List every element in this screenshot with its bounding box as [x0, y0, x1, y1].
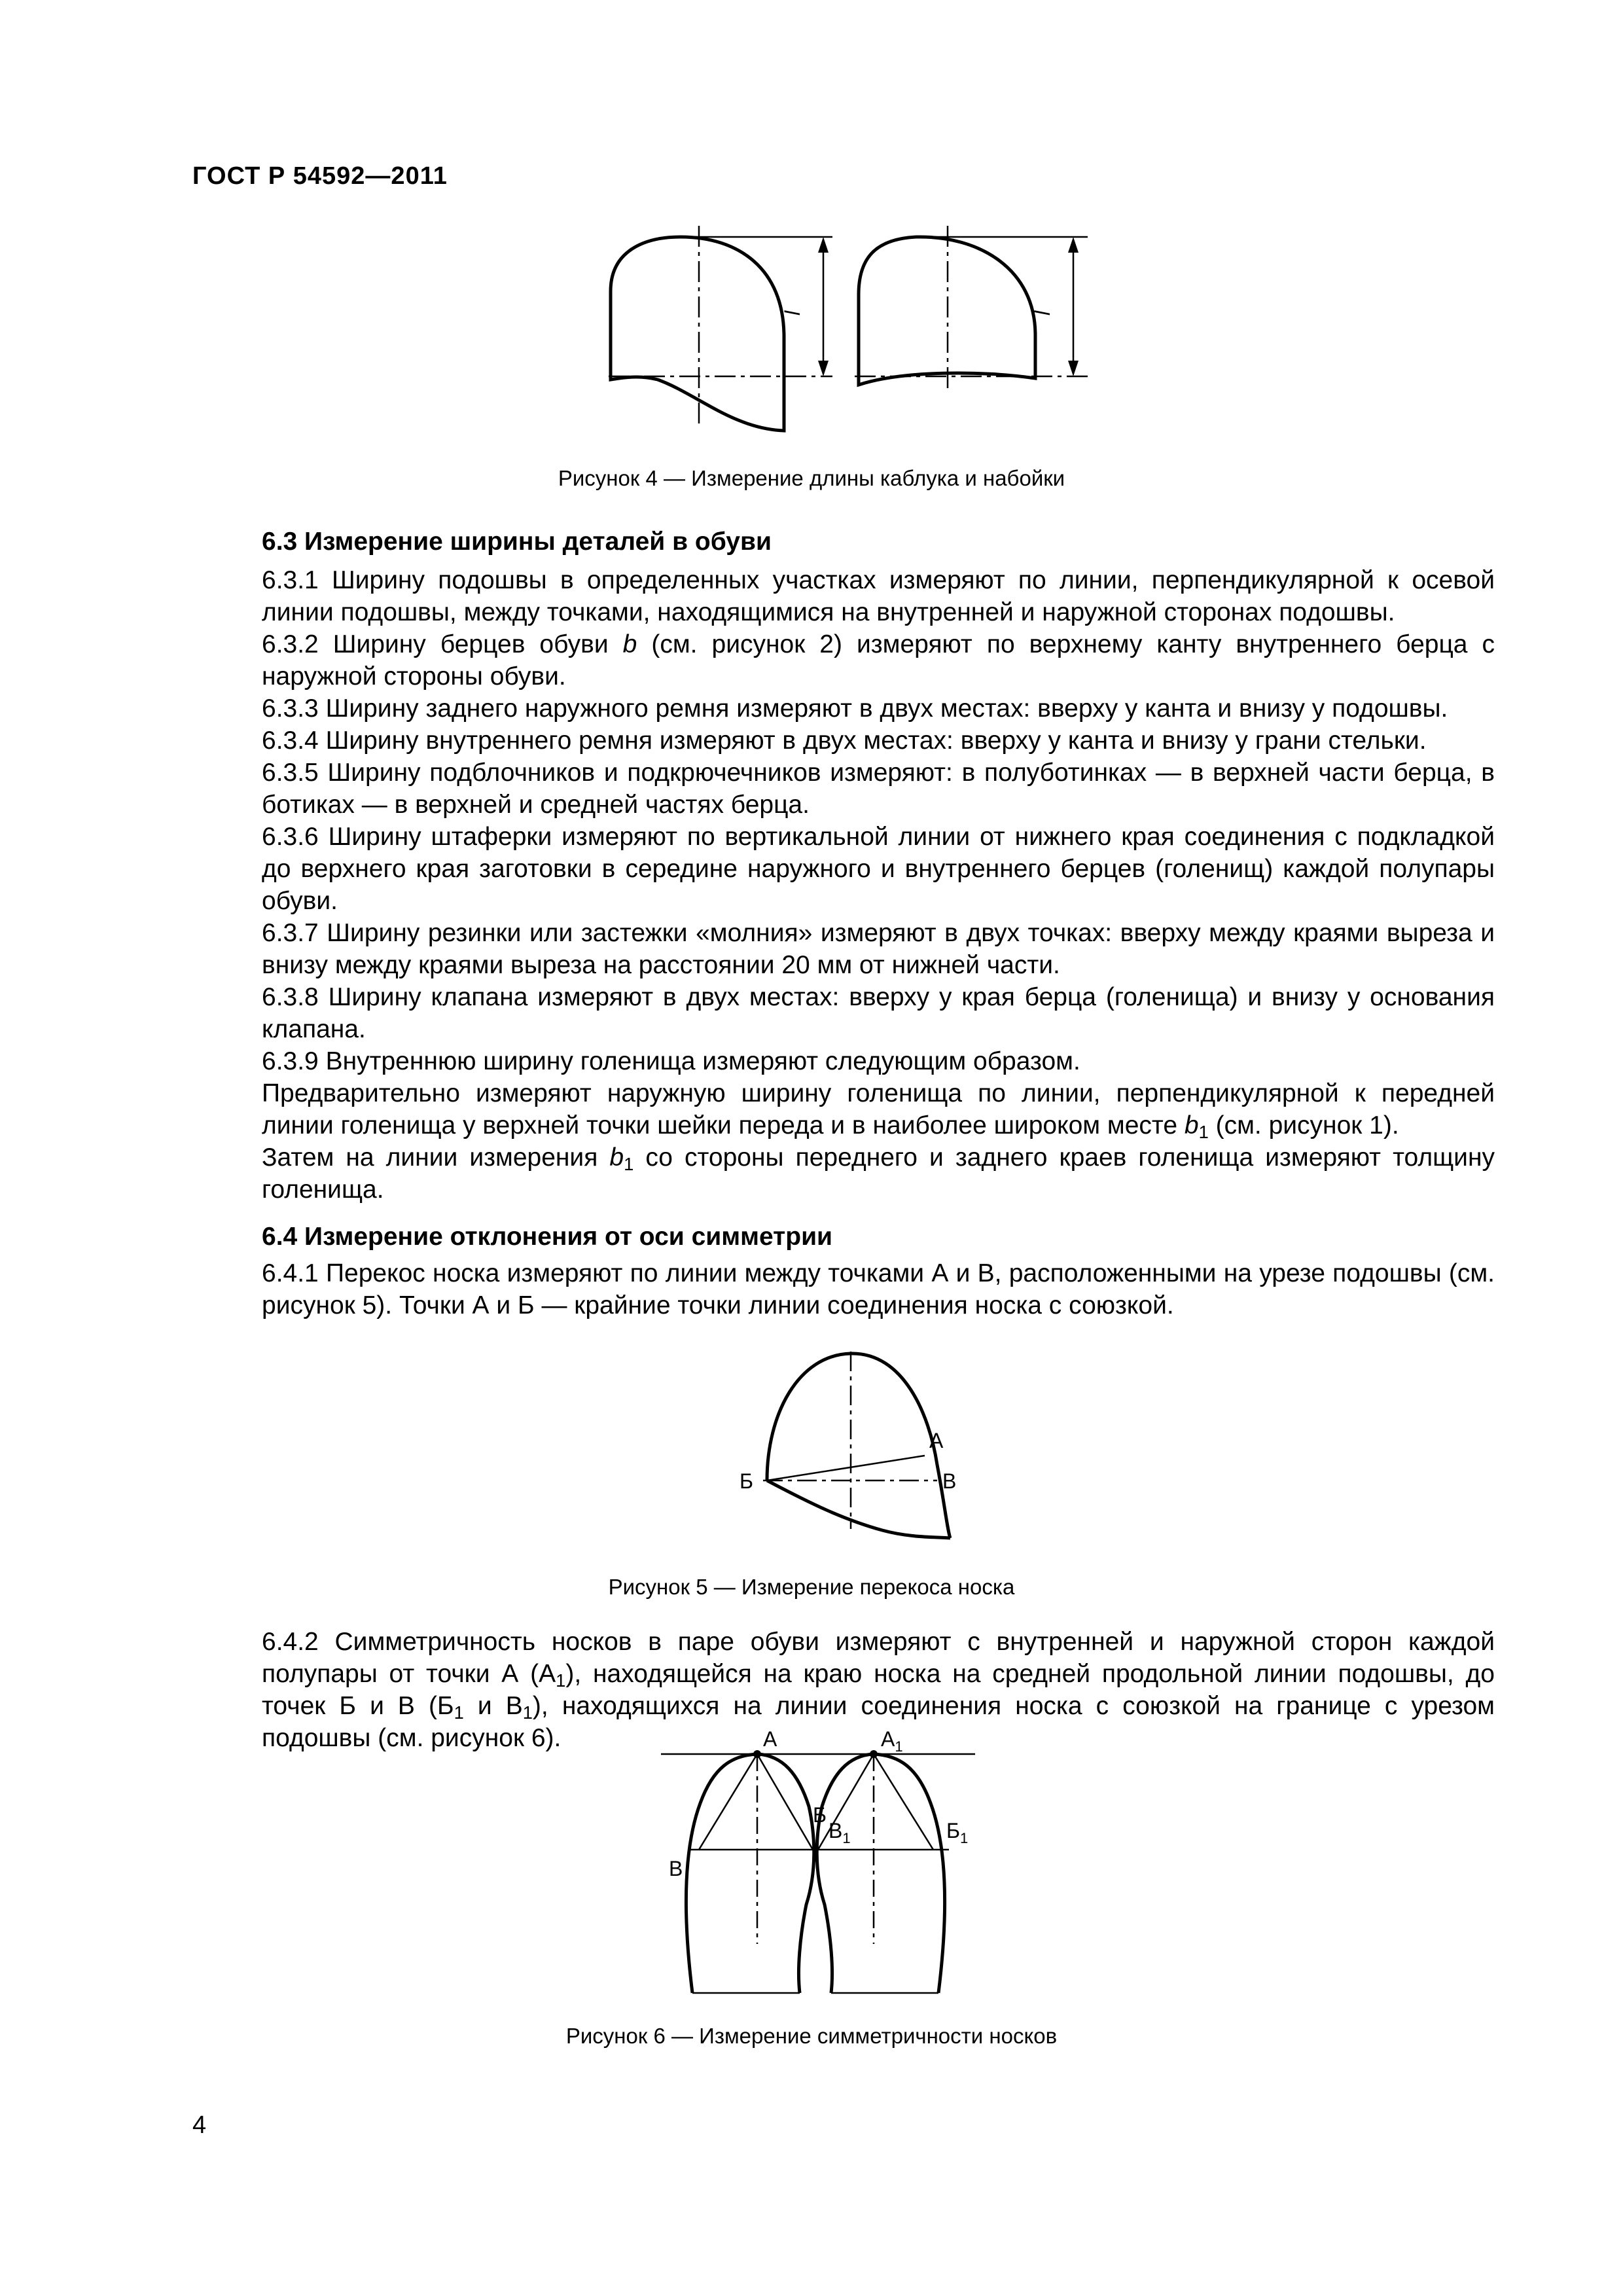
paragraph-6-3-3: 6.3.3 Ширину заднего наружного ремня измеряют в двух местах: вверху у канта и внизу у подошвы. — [262, 694, 1448, 723]
paragraph-6-4-1: 6.4.1 Перекос носка измеряют по линии между точками А и В, расположенными на урезе подошвы (см. рисунок 5). Точки А и Б — крайние точки линии соединения носка с союзкой. — [262, 1259, 1495, 1319]
figure-5-caption: Рисунок 5 — Измерение перекоса носка — [608, 1575, 1015, 1599]
right-toe-outline — [817, 1754, 944, 1993]
heel-tip-length-label: l — [1031, 310, 1054, 315]
paragraph-6-3-1: 6.3.1 Ширину подошвы в определенных участках измеряют по линии, перпендикулярной к осевой линии подошвы, между точками, находящимися на внутренней и наружной сторонах подошвы. — [262, 566, 1495, 626]
figure-5-toe-skew-drawing — [740, 1342, 975, 1558]
point-b-label: Б — [740, 1469, 753, 1493]
section-6-3-body — [192, 564, 1495, 1206]
point-v-label: В — [669, 1857, 683, 1880]
paragraph-6-3-9: 6.3.9 Внутреннюю ширину голенища измеряют следующим образом. — [262, 1047, 1080, 1075]
paragraph-6-3-9-c: Затем на линии измерения $b_1$ со стороны переднего и заднего краев голенища измеряют толщину голенища. — [262, 1143, 1495, 1204]
point-b-label: Б — [813, 1803, 827, 1827]
left-toe-outline — [686, 1754, 813, 1993]
section-6-3-title: 6.3 Измерение ширины деталей в обуви — [262, 528, 772, 556]
paragraph-6-3-2: 6.3.2 Ширину берцев обуви b (см. рисунок 2) измеряют по верхнему канту внутреннего берца с наружной стороны обуви. — [262, 630, 1495, 691]
point-a-label: А — [929, 1429, 944, 1452]
point-v-label: В — [942, 1469, 957, 1493]
heel-outline — [611, 237, 784, 431]
figure-4-heel-length-drawing — [589, 223, 1126, 439]
paragraph-6-3-4: 6.3.4 Ширину внутреннего ремня измеряют в двух местах: вверху у канта и внизу у грани стельки. — [262, 726, 1427, 755]
paragraph-6-3-8: 6.3.8 Ширину клапана измеряют в двух местах: вверху у края берца (голенища) и внизу у основания клапана. — [262, 983, 1495, 1043]
toe-outline — [767, 1354, 950, 1538]
document-header: ГОСТ Р 54592—2011 — [192, 162, 448, 190]
figure-4-caption: Рисунок 4 — Измерение длины каблука и набойки — [558, 466, 1065, 490]
paragraph-6-3-7: 6.3.7 Ширину резинки или застежки «молния» измеряют в двух точках: вверху между краями выреза и внизу между краями выреза на расстоянии 20 мм от нижней части. — [262, 919, 1495, 979]
figure-6-toe-symmetry-drawing — [661, 1728, 1001, 2003]
point-b1-label: $Б_1$ — [946, 1819, 969, 1846]
section-6-4-title: 6.4 Измерение отклонения от оси симметрии — [262, 1223, 833, 1251]
paragraph-6-3-6: 6.3.6 Ширину штаферки измеряют по вертикальной линии от нижнего края соединения с подкладкой до верхнего края заготовки в середине наружного и внутреннего берцев (голенищ) каждой полупары обуви. — [262, 823, 1495, 915]
page-number: 4 — [192, 2111, 207, 2139]
point-a1-label: $А_1$ — [881, 1727, 903, 1755]
point-a-label: А — [763, 1727, 777, 1751]
paragraph-6-4-2: 6.4.2 Симметричность носков в паре обуви измеряют с внутренней и наружной сторон каждой полупары от точки А $(А_1)$, находящейся на краю носка на средней продольной линии подошвы, до точек Б и В ($Б_1$ и $В_1$), находящихся на линии соединения носка с союзкой на границе с урезом подошвы (см. рисунок 6). — [262, 1628, 1495, 1752]
figure-6-caption: Рисунок 6 — Измерение симметричности носков — [565, 2024, 1058, 2048]
heel-length-label: l — [781, 310, 804, 315]
paragraph-6-3-5: 6.3.5 Ширину подблочников и подкрючечников измеряют: в полуботинках — в верхней части берца, в ботиках — в верхней и средней частях берца. — [262, 759, 1495, 819]
paragraph-6-3-9-b: Предварительно измеряют наружную ширину голенища по линии, перпендикулярной к передней линии голенища у верхней точки шейки переда и в наиболее широком месте $b_1$ (см. рисунок 1). — [262, 1079, 1495, 1142]
point-v1-label: $В_1$ — [829, 1819, 851, 1846]
